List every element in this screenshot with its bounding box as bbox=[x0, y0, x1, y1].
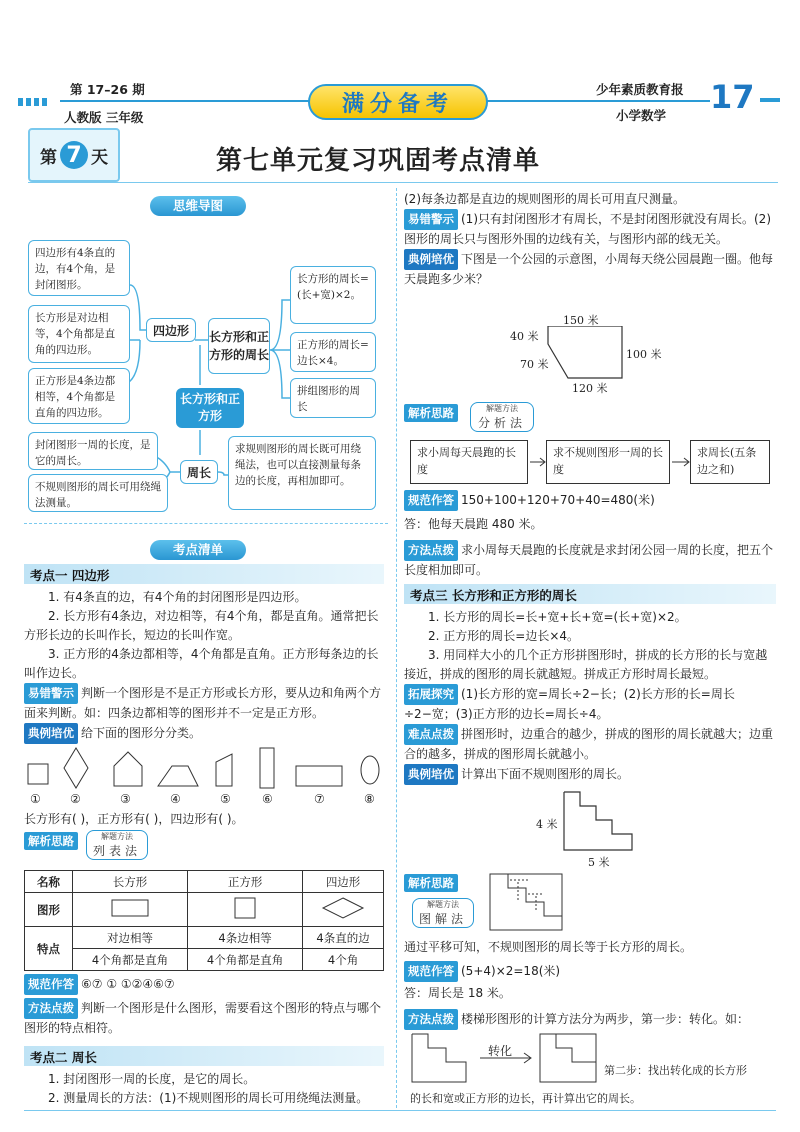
hard-tag: 难点点拨 bbox=[404, 724, 458, 745]
newspaper-name: 少年素质教育报 bbox=[596, 82, 684, 97]
warn-text: 判断一个图形是不是正方形或长方形，要从边和角两个方面来判断。如：四条边都相等的图形并不一定是正方形。 bbox=[24, 686, 382, 720]
tip-text: 求小周每天晨跑的长度就是求封闭公园一周的长度，把五个长度相加即可。 bbox=[404, 543, 774, 577]
table-cell: 4个角 bbox=[303, 949, 384, 971]
mm-node-rectsq-perimeter: 长方形和正方形的周长 bbox=[208, 318, 270, 374]
day-suffix: 天 bbox=[91, 147, 108, 168]
point2-title: 考点二 周长 bbox=[24, 1046, 384, 1066]
page-number: 17 bbox=[710, 78, 755, 116]
shape-label-6: ⑥ bbox=[262, 792, 273, 806]
step2-text: 第二步：找出转化成的长方形 bbox=[604, 1064, 747, 1077]
table-header: 正方形 bbox=[188, 871, 303, 893]
table-header: 名称 bbox=[25, 871, 73, 893]
point3-title: 考点三 长方形和正方形的周长 bbox=[404, 584, 776, 604]
issue-label: 第 17–26 期 bbox=[70, 82, 145, 97]
table-cell: 特点 bbox=[25, 927, 73, 971]
mm-node-perimeter: 周长 bbox=[180, 460, 218, 484]
example-tag: 典例培优 bbox=[404, 764, 458, 785]
point1-warn bbox=[24, 683, 384, 723]
edition-label: 人教版 三年级 bbox=[64, 110, 144, 125]
final-text: 的长和宽或正方形的边长，再计算出它的周长。 bbox=[410, 1092, 641, 1105]
park-label-bottom: 120 米 bbox=[572, 382, 608, 395]
example-text: 计算出下面不规则图形的周长。 bbox=[461, 767, 630, 781]
stair-label-width: 5 米 bbox=[588, 856, 610, 869]
tip-tag: 方法点拨 bbox=[404, 1009, 458, 1030]
point3-ext bbox=[404, 684, 776, 724]
translate-text: 通过平移可知，不规则图形的周长等于长方形的周长。 bbox=[404, 940, 693, 954]
convert-label: 转化 bbox=[488, 1044, 513, 1058]
table-cell-rect bbox=[73, 893, 188, 927]
right-top-text bbox=[404, 190, 776, 289]
method-small: 解题方法 bbox=[427, 900, 459, 909]
mm-node-center: 长方形和正方形 bbox=[176, 388, 244, 428]
point1-item-2: 2. 长方形有4条边，对边相等，有4个角，都是直角。通常把长方形长边的长叫作长，短边的长叫作宽。 bbox=[24, 609, 379, 642]
connector-right bbox=[270, 300, 290, 398]
example-text: 下图是一个公园的示意图，小周每天绕公园晨跑一圈。他每天晨跑多少米？ bbox=[404, 252, 774, 286]
convert-right-rect bbox=[540, 1034, 596, 1082]
warn-tag: 易错警示 bbox=[404, 209, 458, 230]
answer-line: 答：周长是 18 米。 bbox=[404, 986, 511, 1000]
shape-label-8: ⑧ bbox=[364, 792, 375, 806]
warn-text: (1)只有封闭图形才有周长，不是封闭图形就没有周长。(2)图形的周长只与图形外围的边线有关，与图形内部的线无关。 bbox=[404, 212, 771, 246]
analysis-tag: 解析思路 bbox=[404, 404, 458, 422]
tip-text: 判断一个图形是什么图形，需要看这个图形的特点与哪个图形的特点相符。 bbox=[24, 1001, 382, 1035]
shape-4-trapezoid bbox=[158, 766, 198, 786]
point1-example bbox=[24, 723, 384, 744]
mm-box-rope-method: 不规则图形的周长可用绕绳法测量。 bbox=[28, 474, 168, 512]
day-prefix: 第 bbox=[40, 147, 57, 168]
park-label-right: 100 米 bbox=[626, 348, 662, 361]
park-diagram bbox=[540, 326, 640, 382]
table-row bbox=[25, 927, 384, 949]
right-analysis bbox=[404, 404, 461, 422]
table-cell-square bbox=[188, 893, 303, 927]
table-cell: 4条直的边 bbox=[303, 927, 384, 949]
convert-left-stairs bbox=[412, 1034, 466, 1082]
subject-name: 小学数学 bbox=[616, 108, 667, 123]
flow-arrow-2 bbox=[672, 458, 689, 466]
answer-row bbox=[404, 961, 776, 982]
stair-diagram bbox=[562, 790, 642, 852]
point3-example bbox=[404, 764, 776, 785]
hard-text: 拼图形时，边重合的越少，拼成的图形的周长就越大；边重合的越多，拼成的图形周长就越小。 bbox=[404, 727, 774, 761]
table-row bbox=[25, 949, 384, 971]
analysis-tag: 解析思路 bbox=[404, 874, 458, 892]
shape-label-2: ② bbox=[70, 792, 81, 806]
table-cell: 对边相等 bbox=[73, 927, 188, 949]
tip-tag: 方法点拨 bbox=[404, 540, 458, 561]
answer-tag: 规范作答 bbox=[24, 974, 78, 995]
answer-tag: 规范作答 bbox=[404, 490, 458, 511]
point3-item-2: 2. 正方形的周长=边长×4。 bbox=[428, 629, 580, 643]
example-tag: 典例培优 bbox=[24, 723, 78, 744]
convert-right-stairs bbox=[540, 1034, 596, 1062]
answer-row bbox=[404, 490, 776, 511]
footer-rule bbox=[24, 1110, 776, 1111]
mm-box-square-formula: 正方形的周长=边长×4。 bbox=[290, 332, 376, 372]
point1-item-3: 3. 正方形的4条边都相等，4个角都是直角。正方形每条边的长叫作边长。 bbox=[24, 647, 379, 680]
mm-box-quad-def: 四边形有4条直的边，有4个角，是封闭图形。 bbox=[28, 240, 130, 296]
flow-box-1: 求小周每天晨跑的长度 bbox=[410, 440, 528, 484]
table-cell: 4个角都是直角 bbox=[188, 949, 303, 971]
flow-box-2: 求不规则图形一周的长度 bbox=[546, 440, 670, 484]
ext-tag: 拓展探究 bbox=[404, 684, 458, 705]
shape-label-4: ④ bbox=[170, 792, 181, 806]
answer-text: ⑥⑦ ① ①②④⑥⑦ bbox=[81, 977, 175, 991]
tip-row bbox=[404, 540, 776, 580]
point1-answer bbox=[24, 974, 384, 995]
point2-item-2: 2. 测量周长的方法：(1)不规则图形的周长可用绕绳法测量。 bbox=[48, 1091, 369, 1105]
tip-tag: 方法点拨 bbox=[24, 998, 78, 1019]
park-shape bbox=[548, 326, 622, 378]
shape-label-3: ③ bbox=[120, 792, 131, 806]
mm-box-square-def: 正方形是4条边都相等，4个角都是直角的四边形。 bbox=[28, 368, 130, 424]
flow-arrows bbox=[528, 452, 692, 472]
shape-2-rhombus bbox=[64, 748, 88, 788]
answer-text: 150+100+120+70+40=480(米) bbox=[461, 493, 655, 507]
shape-3-pentagon bbox=[114, 752, 142, 786]
table-cell-rhombus bbox=[303, 893, 384, 927]
checklist-heading: 考点清单 bbox=[150, 540, 246, 560]
right-analysis-2 bbox=[404, 874, 461, 892]
flow-box-3: 求周长(五条边之和) bbox=[690, 440, 770, 484]
table-cell: 4个角都是直角 bbox=[73, 949, 188, 971]
shape-8-oval bbox=[361, 756, 379, 784]
mm-box-rect-def: 长方形是对边相等，4个角都是直角的四边形。 bbox=[28, 305, 130, 363]
shape-label-7: ⑦ bbox=[314, 792, 325, 806]
method-small: 解题方法 bbox=[101, 832, 133, 841]
table-cell: 图形 bbox=[25, 893, 73, 927]
mm-box-regular-perimeter: 求规则图形的周长既可用绕绳法，也可以直接测量每条边的长度，再相加即可。 bbox=[228, 436, 376, 510]
analysis-tag: 解析思路 bbox=[24, 832, 78, 850]
stair-shape bbox=[564, 792, 632, 850]
shape-6-tall-rect bbox=[260, 748, 274, 788]
right-warn bbox=[404, 209, 776, 249]
mm-box-rect-formula: 长方形的周长=(长+宽)×2。 bbox=[290, 266, 376, 324]
shape-labels bbox=[24, 792, 384, 808]
point2-text bbox=[24, 1070, 394, 1108]
answer-text: (5+4)×2=18(米) bbox=[461, 964, 561, 978]
point1-text bbox=[24, 588, 384, 744]
tip-text: 楼梯形图形的计算方法分为两步，第一步：转化。如： bbox=[461, 1012, 750, 1026]
point3-item-1: 1. 长方形的周长=长+宽+长+宽=(长+宽)×2。 bbox=[428, 610, 687, 624]
analysis-row-1 bbox=[24, 832, 81, 850]
example-tag: 典例培优 bbox=[404, 249, 458, 270]
answer-tag: 规范作答 bbox=[404, 961, 458, 982]
tip-row bbox=[404, 1009, 776, 1030]
point1-item-1: 1. 有4条直的边，有4个角的封闭图形是四边形。 bbox=[48, 590, 307, 604]
stair-translate-diagram bbox=[488, 872, 566, 934]
page-title: 第七单元复习巩固考点清单 bbox=[216, 146, 541, 176]
mind-map-heading: 思维导图 bbox=[150, 196, 246, 216]
shape-5-open bbox=[216, 754, 232, 786]
method-name: 图解法 bbox=[418, 912, 467, 926]
page-number-dash bbox=[760, 98, 780, 102]
cont-text: (2)每条边都是直边的规则图形的周长可用直尺测量。 bbox=[404, 192, 686, 206]
shape-7-wide-rect bbox=[296, 766, 342, 786]
stair-label-height: 4 米 bbox=[536, 818, 558, 831]
point1-tip bbox=[24, 998, 384, 1038]
park-label-top: 150 米 bbox=[563, 314, 599, 327]
shape-label-5: ⑤ bbox=[220, 792, 231, 806]
method-name: 列表法 bbox=[92, 844, 141, 858]
method-small: 解题方法 bbox=[486, 404, 518, 413]
right-answer bbox=[404, 490, 776, 580]
table-header-row bbox=[25, 871, 384, 893]
method-badge-graph bbox=[412, 898, 474, 928]
example-text: 给下面的图形分分类。 bbox=[81, 726, 202, 740]
point3-result bbox=[404, 938, 776, 1030]
shapes-row bbox=[24, 744, 384, 794]
fill-blank: 长方形有( )，正方形有( )，四边形有( )。 bbox=[24, 812, 244, 826]
park-label-diag: 70 米 bbox=[520, 358, 549, 371]
point3-hard bbox=[404, 724, 776, 764]
day-number: 7 bbox=[60, 141, 88, 169]
brand-text: 满分备考 bbox=[341, 91, 454, 117]
table-header: 四边形 bbox=[303, 871, 384, 893]
point2-item-1: 1. 封闭图形一周的长度，是它的周长。 bbox=[48, 1072, 256, 1086]
point3-text bbox=[404, 608, 776, 785]
shape-1-square bbox=[28, 764, 48, 784]
park-label-left: 40 米 bbox=[510, 330, 539, 343]
mm-node-quad: 四边形 bbox=[146, 318, 196, 342]
classification-table bbox=[24, 870, 384, 971]
method-badge-list bbox=[86, 830, 148, 860]
mm-box-perimeter-def: 封闭图形一周的长度，是它的周长。 bbox=[28, 432, 158, 470]
flow-arrow-1 bbox=[530, 458, 545, 466]
point3-item-3: 3. 用同样大小的几个正方形拼图形时，拼成的长方形的长与宽越接近，拼成的图形的周长就越短。拼成正方形时周长最短。 bbox=[404, 648, 768, 681]
ext-text: (1)长方形的宽=周长÷2−长；(2)长方形的长=周长÷2−宽；(3)正方形的边长=周长÷4。 bbox=[404, 687, 735, 721]
table-row bbox=[25, 893, 384, 927]
table-cell: 4条边相等 bbox=[188, 927, 303, 949]
table-header: 长方形 bbox=[73, 871, 188, 893]
right-example bbox=[404, 249, 776, 289]
column-divider bbox=[396, 188, 397, 1108]
convert-diagram bbox=[410, 1030, 600, 1090]
mm-box-combo: 拼组图形的周长 bbox=[290, 378, 376, 418]
method-badge-analysis bbox=[470, 402, 534, 432]
point1-title: 考点一 四边形 bbox=[24, 564, 384, 584]
answer-line: 答：他每天晨跑 480 米。 bbox=[404, 517, 543, 531]
method-name: 分析法 bbox=[477, 416, 526, 430]
shape-label-1: ① bbox=[30, 792, 41, 806]
warn-tag: 易错警示 bbox=[24, 683, 78, 704]
